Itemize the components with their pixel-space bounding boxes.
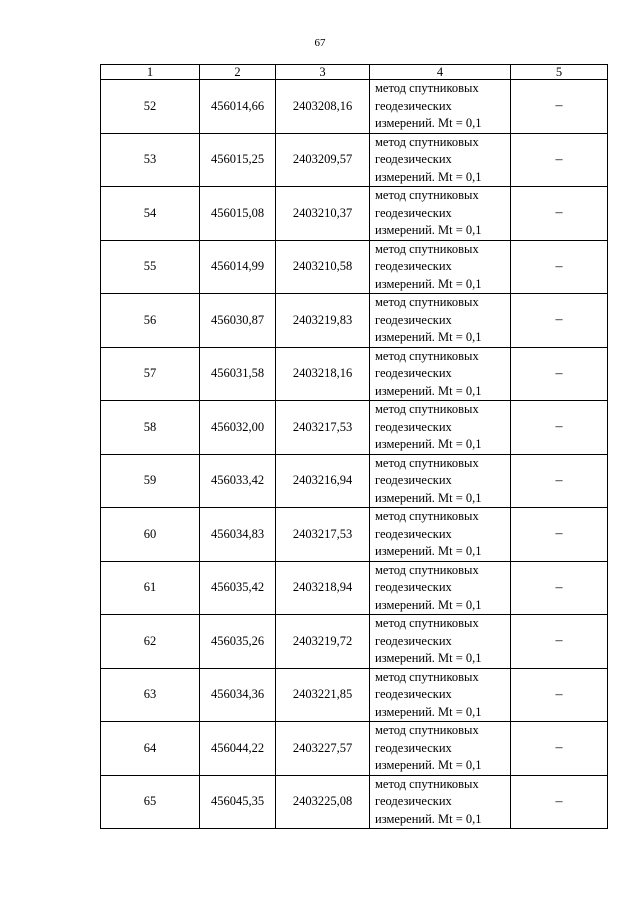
method-line: геодезических — [375, 633, 452, 648]
method-line: метод спутниковых — [375, 669, 479, 684]
point-number-cell: 57 — [101, 347, 200, 401]
table-row — [101, 561, 608, 615]
note-cell: – — [511, 561, 608, 615]
note-cell: – — [511, 454, 608, 508]
method-line: метод спутниковых — [375, 616, 479, 630]
method-line: геодезических — [375, 366, 452, 380]
method-line: геодезических — [375, 152, 452, 166]
method-line: измерений. Mt = 0,1 — [375, 169, 482, 184]
method-cell — [370, 133, 511, 187]
point-number-cell: 61 — [101, 561, 200, 615]
note-cell: – — [511, 133, 608, 187]
note-cell: – — [511, 722, 608, 776]
method-line: геодезических — [375, 419, 452, 434]
method-line: геодезических — [375, 687, 452, 701]
header-col-5: 5 — [511, 65, 608, 80]
page-number: 67 — [314, 37, 326, 49]
note-cell: – — [511, 615, 608, 669]
method-line: метод спутниковых — [375, 402, 479, 416]
x-coordinate-cell: 456034,36 — [200, 668, 276, 722]
header-col-1: 1 — [101, 65, 200, 80]
method-cell — [370, 401, 511, 455]
x-coordinate-cell: 456032,00 — [200, 401, 276, 455]
method-line: измерений. Mt = 0,1 — [375, 276, 482, 291]
method-line: измерений. Mt = 0,1 — [375, 383, 482, 398]
method-line: геодезических — [375, 794, 452, 808]
method-line: метод спутниковых — [375, 348, 479, 363]
coordinates-table — [100, 64, 608, 829]
method-line: геодезических — [375, 473, 452, 487]
table-row — [101, 401, 608, 455]
method-cell — [370, 294, 511, 348]
method-cell — [370, 508, 511, 562]
point-number-cell: 62 — [101, 615, 200, 669]
method-cell — [370, 187, 511, 241]
x-coordinate-cell: 456031,58 — [200, 347, 276, 401]
table-row — [101, 294, 608, 348]
method-cell — [370, 722, 511, 776]
y-coordinate-cell: 2403210,58 — [276, 240, 370, 294]
table-row — [101, 80, 608, 134]
y-coordinate-cell: 2403216,94 — [276, 454, 370, 508]
method-line: метод спутниковых — [375, 509, 479, 523]
x-coordinate-cell: 456033,42 — [200, 454, 276, 508]
method-line: измерений. Mt = 0,1 — [375, 223, 482, 237]
method-line: геодезических — [375, 740, 452, 755]
point-number-cell: 58 — [101, 401, 200, 455]
x-coordinate-cell: 456044,22 — [200, 722, 276, 776]
method-line: измерений. Mt = 0,1 — [375, 490, 482, 505]
y-coordinate-cell: 2403221,85 — [276, 668, 370, 722]
method-line: геодезических — [375, 98, 452, 113]
header-col-2: 2 — [200, 65, 276, 80]
method-line: геодезических — [375, 312, 452, 327]
header-col-4: 4 — [370, 65, 511, 80]
method-cell — [370, 347, 511, 401]
point-number-cell: 56 — [101, 294, 200, 348]
method-line: метод спутниковых — [375, 241, 479, 256]
method-line: метод спутниковых — [375, 776, 479, 791]
table-row — [101, 133, 608, 187]
y-coordinate-cell: 2403218,94 — [276, 561, 370, 615]
point-number-cell: 59 — [101, 454, 200, 508]
point-number-cell: 54 — [101, 187, 200, 241]
x-coordinate-cell: 456045,35 — [200, 775, 276, 829]
method-cell — [370, 561, 511, 615]
table-row — [101, 775, 608, 829]
method-line: метод спутниковых — [375, 134, 479, 149]
method-line: измерений. Mt = 0,1 — [375, 704, 482, 719]
point-number-cell: 52 — [101, 80, 200, 134]
method-cell — [370, 454, 511, 508]
y-coordinate-cell: 2403218,16 — [276, 347, 370, 401]
note-cell: – — [511, 668, 608, 722]
x-coordinate-cell: 456030,87 — [200, 294, 276, 348]
method-line: метод спутниковых — [375, 723, 479, 737]
point-number-cell: 55 — [101, 240, 200, 294]
method-cell — [370, 615, 511, 669]
x-coordinate-cell: 456015,08 — [200, 187, 276, 241]
point-number-cell: 64 — [101, 722, 200, 776]
note-cell: – — [511, 240, 608, 294]
method-line: метод спутниковых — [375, 562, 479, 577]
x-coordinate-cell: 456014,99 — [200, 240, 276, 294]
note-cell: – — [511, 347, 608, 401]
y-coordinate-cell: 2403225,08 — [276, 775, 370, 829]
method-line: измерений. Mt = 0,1 — [375, 811, 482, 826]
note-cell: – — [511, 775, 608, 829]
note-cell: – — [511, 508, 608, 562]
method-cell — [370, 240, 511, 294]
y-coordinate-cell: 2403210,37 — [276, 187, 370, 241]
x-coordinate-cell: 456035,42 — [200, 561, 276, 615]
note-cell: – — [511, 401, 608, 455]
y-coordinate-cell: 2403219,83 — [276, 294, 370, 348]
table-row — [101, 508, 608, 562]
header-col-3: 3 — [276, 65, 370, 80]
method-line: метод спутниковых — [375, 295, 479, 309]
table-row — [101, 347, 608, 401]
note-cell: – — [511, 187, 608, 241]
method-line: измерений. Mt = 0,1 — [375, 544, 482, 558]
method-line: метод спутниковых — [375, 455, 479, 470]
method-line: геодезических — [375, 259, 452, 273]
method-line: измерений. Mt = 0,1 — [375, 437, 482, 451]
method-cell — [370, 775, 511, 829]
table-row — [101, 668, 608, 722]
y-coordinate-cell: 2403208,16 — [276, 80, 370, 134]
method-line: геодезических — [375, 205, 452, 220]
method-line: геодезических — [375, 526, 452, 541]
y-coordinate-cell: 2403209,57 — [276, 133, 370, 187]
table-row — [101, 240, 608, 294]
table-row — [101, 454, 608, 508]
method-line: метод спутниковых — [375, 188, 479, 202]
method-line: измерений. Mt = 0,1 — [375, 116, 482, 130]
y-coordinate-cell: 2403219,72 — [276, 615, 370, 669]
y-coordinate-cell: 2403227,57 — [276, 722, 370, 776]
point-number-cell: 60 — [101, 508, 200, 562]
method-line: измерений. Mt = 0,1 — [375, 597, 482, 612]
point-number-cell: 53 — [101, 133, 200, 187]
method-line: измерений. Mt = 0,1 — [375, 758, 482, 772]
method-line: измерений. Mt = 0,1 — [375, 651, 482, 665]
x-coordinate-cell: 456035,26 — [200, 615, 276, 669]
note-cell: – — [511, 294, 608, 348]
x-coordinate-cell: 456015,25 — [200, 133, 276, 187]
method-line: измерений. Mt = 0,1 — [375, 330, 482, 344]
y-coordinate-cell: 2403217,53 — [276, 508, 370, 562]
table-row — [101, 615, 608, 669]
note-cell: – — [511, 80, 608, 134]
y-coordinate-cell: 2403217,53 — [276, 401, 370, 455]
method-cell — [370, 80, 511, 134]
table-row — [101, 187, 608, 241]
method-line: метод спутниковых — [375, 81, 479, 95]
point-number-cell: 65 — [101, 775, 200, 829]
point-number-cell: 63 — [101, 668, 200, 722]
method-cell — [370, 668, 511, 722]
method-line: геодезических — [375, 580, 452, 594]
table-header-row — [101, 65, 608, 80]
x-coordinate-cell: 456034,83 — [200, 508, 276, 562]
table-row — [101, 722, 608, 776]
x-coordinate-cell: 456014,66 — [200, 80, 276, 134]
